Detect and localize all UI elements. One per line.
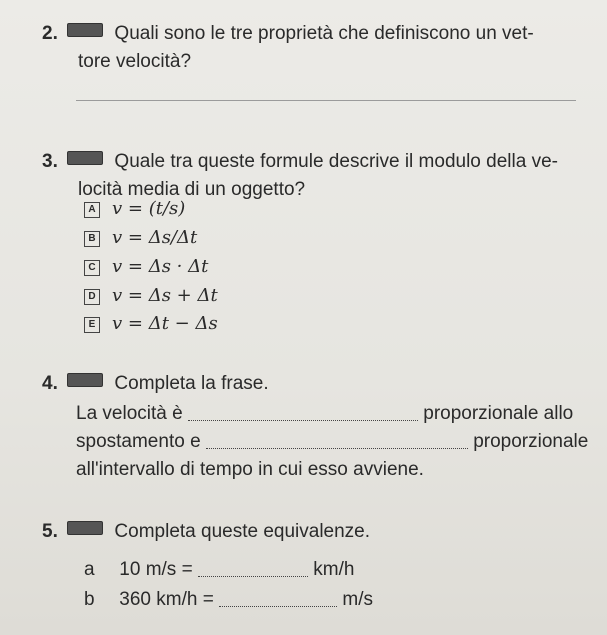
option-d[interactable] bbox=[84, 283, 218, 309]
item-letter: a bbox=[84, 559, 95, 580]
question-text: Quali sono le tre proprietà che definiscono un vet- bbox=[114, 23, 534, 44]
option-b[interactable] bbox=[84, 225, 197, 251]
option-formula: v = Δs + Δt bbox=[112, 285, 218, 306]
option-letter: C bbox=[84, 260, 100, 276]
sentence-text: La velocità è bbox=[76, 403, 183, 424]
question-text: tore velocità? bbox=[78, 51, 192, 72]
sentence-line-1 bbox=[76, 400, 573, 428]
equivalence-unit: km/h bbox=[313, 559, 355, 580]
item-letter: b bbox=[84, 589, 95, 610]
question-title: Completa queste equivalenze. bbox=[114, 521, 371, 542]
blank-field[interactable] bbox=[219, 606, 337, 607]
equivalence-a bbox=[84, 556, 354, 584]
difficulty-badge bbox=[67, 151, 103, 165]
difficulty-badge bbox=[67, 23, 103, 37]
option-a[interactable] bbox=[84, 196, 185, 222]
blank-field[interactable] bbox=[206, 448, 468, 449]
sentence-line-3 bbox=[76, 456, 424, 484]
equivalence-left: 10 m/s = bbox=[119, 559, 193, 580]
question-5 bbox=[42, 518, 587, 546]
question-number: 4. bbox=[42, 373, 58, 394]
sentence-text: spostamento e bbox=[76, 431, 201, 452]
option-e[interactable] bbox=[84, 311, 218, 337]
option-formula: v = Δs/Δt bbox=[112, 227, 198, 248]
option-letter: E bbox=[84, 317, 100, 333]
equivalence-left: 360 km/h = bbox=[119, 589, 214, 610]
option-formula: v = Δt − Δs bbox=[112, 313, 218, 334]
question-2 bbox=[42, 20, 587, 76]
question-text: Quale tra queste formule descrive il modulo della ve- bbox=[114, 151, 558, 172]
question-title: Completa la frase. bbox=[114, 373, 269, 394]
sentence-text: all'intervallo di tempo in cui esso avviene. bbox=[76, 459, 424, 480]
equivalence-b bbox=[84, 586, 373, 614]
option-letter: A bbox=[84, 202, 100, 218]
difficulty-badge bbox=[67, 373, 103, 387]
sentence-line-2 bbox=[76, 428, 588, 456]
sentence-text: proporzionale bbox=[473, 431, 589, 452]
question-number: 5. bbox=[42, 521, 58, 542]
difficulty-badge bbox=[67, 521, 103, 535]
question-4 bbox=[42, 370, 587, 398]
option-c[interactable] bbox=[84, 254, 208, 280]
question-number: 3. bbox=[42, 151, 58, 172]
answer-line[interactable] bbox=[76, 100, 576, 101]
option-letter: B bbox=[84, 231, 100, 247]
blank-field[interactable] bbox=[198, 576, 308, 577]
option-formula: v = (t/s) bbox=[112, 198, 186, 219]
question-text: locità media di un oggetto? bbox=[78, 179, 306, 200]
question-number: 2. bbox=[42, 23, 58, 44]
option-letter: D bbox=[84, 289, 100, 305]
option-formula: v = Δs · Δt bbox=[112, 256, 209, 277]
blank-field[interactable] bbox=[188, 420, 418, 421]
sentence-text: proporzionale allo bbox=[423, 403, 574, 424]
equivalence-unit: m/s bbox=[342, 589, 373, 610]
